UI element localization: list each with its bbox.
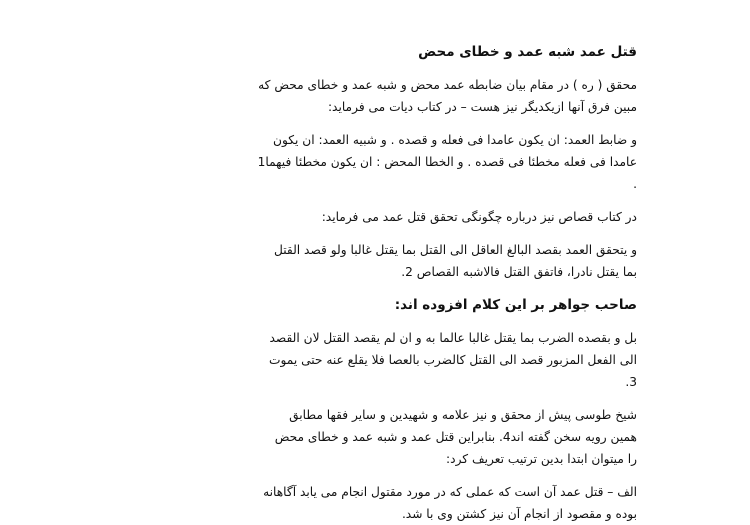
paragraph-jurists	[110, 404, 637, 470]
section-subtitle: صاحب جواهر بر این کلام افزوده اند:	[394, 297, 637, 313]
text-line: 3.	[625, 375, 637, 389]
text-line: و یتحقق العمد بقصد البالغ العاقل الی القتل بما یقتل غالبا ولو قصد القتل	[274, 243, 637, 257]
paragraph-definition-quote	[110, 129, 637, 195]
text-line: شیخ طوسی پیش از محقق و نیز علامه و شهیدین و سایر فقها مطابق	[289, 408, 637, 422]
document-page	[0, 42, 750, 521]
text-line: در کتاب قصاص نیز درباره چگونگی تحقق قتل عمد می فرماید:	[321, 210, 637, 224]
text-line: محقق ( ره ) در مقام بیان ضابطه عمد محض و شبه عمد و خطای محض که	[258, 78, 637, 92]
text-line: الف – قتل عمد آن است که عملی که در مورد مقتول انجام می یابد آگاهانه	[263, 485, 637, 499]
text-line: الی الفعل المزبور قصد الی القتل کالضرب بالعصا فلا یقلع عنه حتی یموت	[269, 353, 637, 367]
text-line: عامدا فی فعله مخطئا فی قصده . و الخطا المحض : ان یکون مخطئا فیهما1	[257, 155, 637, 169]
paragraph-jawahir-quote	[110, 327, 637, 393]
paragraph-definition-a	[110, 481, 637, 525]
text-line: را میتوان ابتدا بدین ترتیب تعریف کرد:	[446, 452, 637, 466]
document-body	[110, 42, 637, 525]
text-line: .	[633, 177, 637, 191]
paragraph-intro	[110, 74, 637, 118]
text-line: بما یقتل نادرا، فاتفق القتل فالاشبه القصاص 2.	[401, 265, 637, 279]
text-line: همین رویه سخن گفته اند4. بنابراین قتل عمد و شبه عمد و خطای محض	[274, 430, 637, 444]
text-line: مبین فرق آنها ازیکدیگر نیز هست – در کتاب دیات می فرماید:	[327, 100, 637, 114]
paragraph-qisas-intro	[110, 206, 637, 228]
text-line: بوده و مقصود از انجام آن نیز کشتن وی با شد.	[401, 507, 637, 521]
page-title: قتل عمد شبه عمد و خطای محض	[418, 44, 637, 60]
text-line: بل و بقصده الضرب بما یقتل غالبا عالما به و ان لم یقصد القتل لان القصد	[269, 331, 637, 345]
paragraph-qisas-quote	[110, 239, 637, 283]
text-line: و ضابط العمد: ان یکون عامدا فی فعله و قصده . و شبیه العمد: ان یکون	[273, 133, 637, 147]
